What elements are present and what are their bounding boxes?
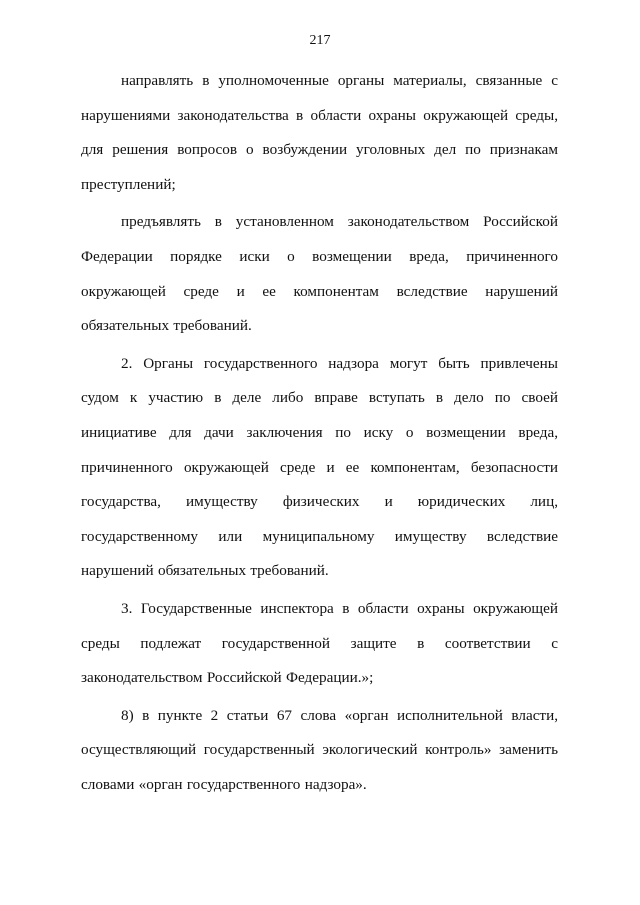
paragraph-referral-materials: направлять в уполномоченные органы материалы, связанные с нарушениями законодательства в области охраны окружающей среды, для решения вопросов о возбуждении уголовных дел по признакам преступлений; (81, 72, 558, 193)
paragraph-article-67-amendment: 8) в пункте 2 статьи 67 слова «орган исполнительной власти, осуществляющий государственный экологический контроль» заменить словами «орган государственного надзора». (81, 706, 558, 793)
paragraph-damage-claims: предъявлять в установленном законодательством Российской Федерации порядке иски о возмещении вреда, причиненного окружающей среде и ее компонентам вследствие нарушений обязательных требований. (81, 213, 558, 335)
page-number: 217 (309, 33, 331, 48)
paragraph-court-participation: 2. Органы государственного надзора могут быть привлечены судом к участию в деле либо вправе вступать в дело по своей инициативе для дачи заключения по иску о возмещении вреда, причиненного окружающей среде и ее компонентам, безопасности государства, имуществу физических и юридических лиц, государственному или муниципальному имуществу вследствие нарушений обязательных требований. (81, 354, 558, 580)
document-body (81, 64, 558, 805)
paragraph-inspector-protection: 3. Государственные инспектора в области охраны окружающей среды подлежат государственной защите в соответствии с законодательством Российской Федерации.»; (81, 599, 558, 687)
